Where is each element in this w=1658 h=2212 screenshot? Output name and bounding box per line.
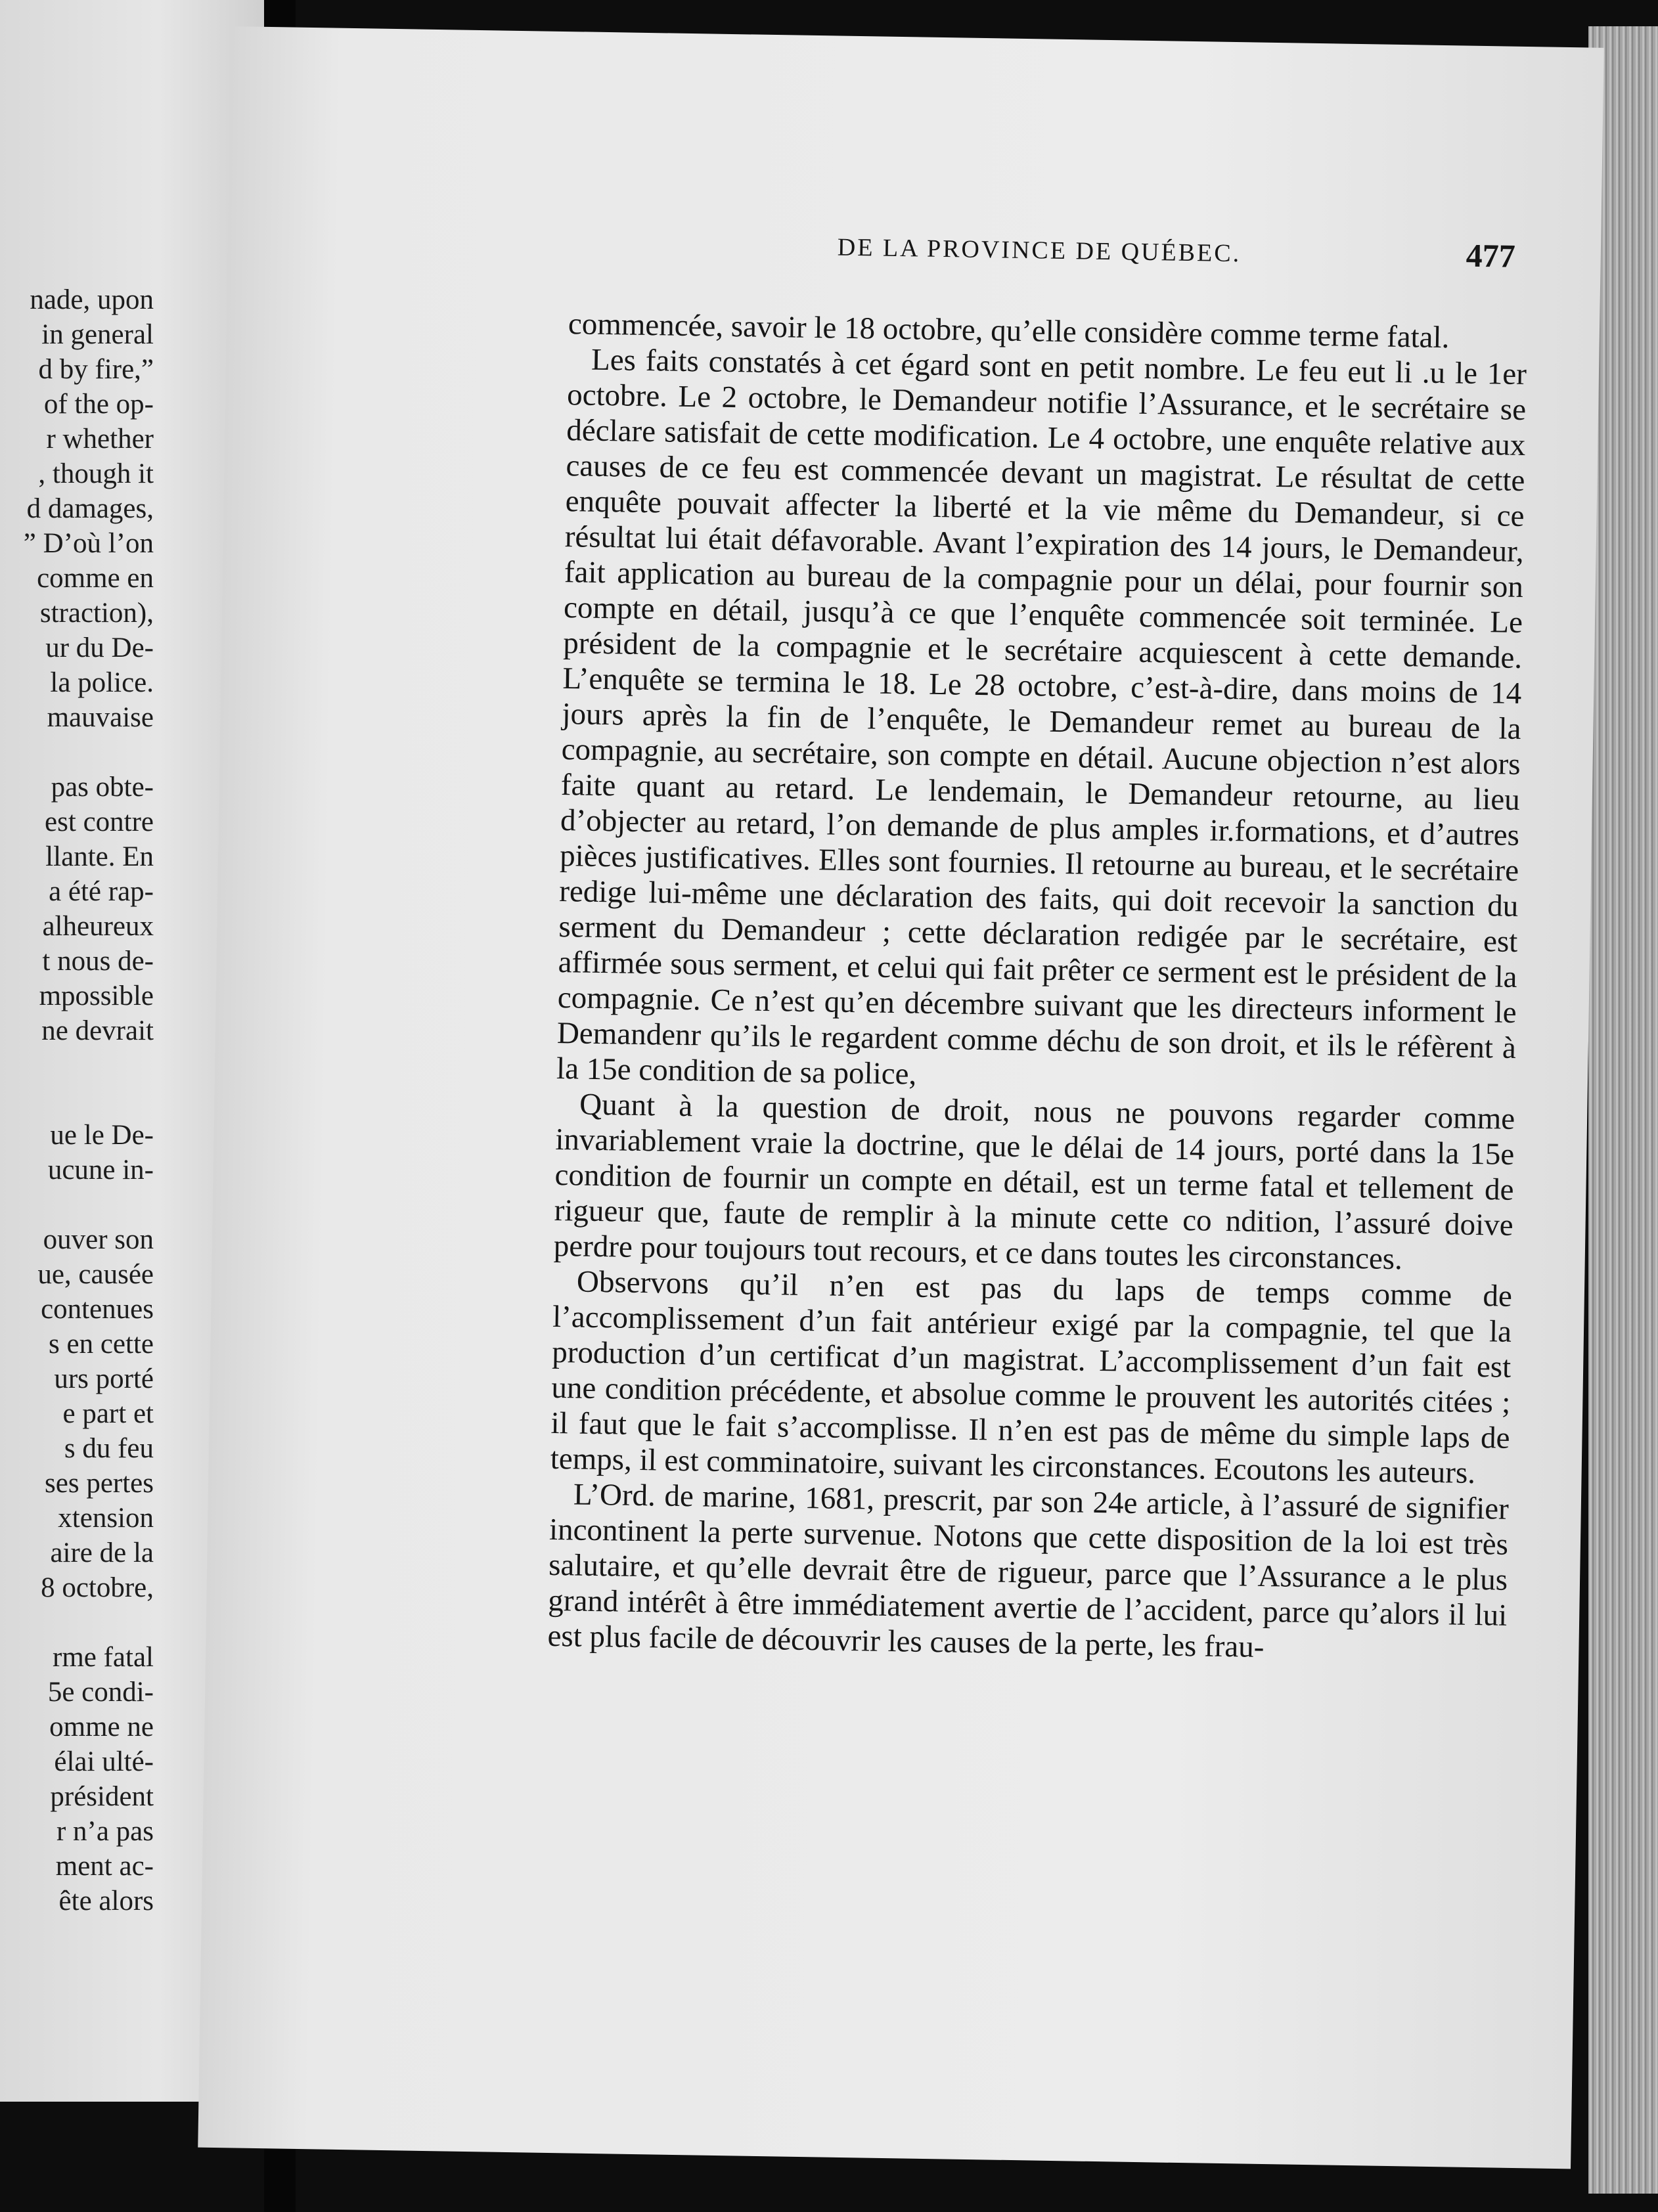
previous-page-text: [0, 282, 154, 1918]
previous-page-line: la police.: [50, 667, 154, 698]
previous-page-line: r whether: [46, 424, 154, 454]
previous-page-line: [0, 735, 154, 770]
previous-page-line: of the op-: [43, 389, 154, 420]
previous-page-line: d damages,: [26, 493, 154, 524]
previous-page-line: urs porté: [54, 1363, 154, 1394]
previous-page-line: ne devrait: [41, 1015, 154, 1046]
previous-page-line: ue le De-: [50, 1120, 154, 1151]
previous-page-line: [0, 1048, 154, 1083]
previous-page-line: , though it: [38, 458, 154, 489]
page-number: 477: [1466, 236, 1516, 275]
previous-page-line: alheureux: [42, 911, 154, 942]
previous-page-line: llante. En: [45, 841, 154, 872]
previous-page-line: ” D’où l’on: [23, 528, 154, 559]
previous-page-line: ue, causée: [37, 1259, 154, 1290]
previous-page-line: président: [50, 1781, 154, 1812]
previous-page-line: r n’a pas: [56, 1816, 154, 1847]
previous-page-line: 8 octobre,: [41, 1572, 154, 1603]
previous-page-line: est contre: [45, 807, 154, 837]
previous-page-line: ête alors: [58, 1886, 154, 1916]
paragraph: L’Ord. de marine, 1681, prescrit, par son 24e article, à l’assuré de signifier incontinent la perte survenue. Notons que cette disposition de la loi est très salutaire, et qu’elle devrait être de rigueur, parce que l’Assurance a le plus grand intérêt à être immédiatement avertie de l’accident, parce qu’alors il lui est plus facile de découvrir les causes de la perte, les frau-: [547, 1477, 1510, 1664]
previous-page-line: omme ne: [49, 1712, 154, 1742]
previous-page-line: ur du De-: [45, 632, 154, 663]
previous-page-line: mauvaise: [47, 702, 154, 733]
previous-page-line: ment ac-: [55, 1851, 154, 1882]
previous-page-line: [0, 1187, 154, 1222]
previous-page-line: comme en: [37, 563, 154, 594]
previous-page-line: [0, 1605, 154, 1640]
previous-page-line: xtension: [58, 1503, 154, 1534]
previous-page-line: élai ulté-: [54, 1746, 154, 1777]
previous-page-line: contenues: [41, 1294, 154, 1325]
previous-page-line: straction),: [39, 598, 154, 629]
previous-page-line: s du feu: [64, 1433, 154, 1464]
previous-page-line: e part et: [62, 1398, 154, 1429]
previous-page-line: pas obte-: [51, 772, 154, 803]
previous-page-line: a été rap-: [49, 876, 154, 907]
previous-page-line: t nous de-: [42, 946, 154, 977]
previous-page-line: [0, 1083, 154, 1118]
paragraph: Observons qu’il n’en est pas du laps de temps comme de l’accomplissement d’un fait antérieur exigé par la compagnie, tel que la production d’un certificat d’un magistrat. L’accomplissement d’un fait est une condition précédente, et absolue comme le prouvent les autorités citées ; il faut que le fait s’accomplisse. Il n’en est pas de même du simple laps de temps, il est comminatoire, suivant les circonstances. Ecoutons les auteurs.: [550, 1264, 1513, 1491]
previous-page-line: rme fatal: [53, 1642, 154, 1673]
paragraph: Les faits constatés à cet égard sont en petit nombre. Le feu eut li .u le 1er octobre. Le 2 octobre, le Demandeur notifie l’Assurance, et le secrétaire se déclare satisfait de cette modification. Le 4 octobre, une enquête relative aux causes de ce feu est commencée devant un magistrat. Le résultat de cette enquête pouvait affecter la liberté et la vie même du Demandeur, si ce résultat lui était défavorable. Avant l’expiration des 14 jours, le Demandeur, fait application au bureau de la compagnie pour un délai, pour fournir son compte en détail, jusqu’à ce que l’enquête commencée soit terminée. Le président de la compagnie et le secrétaire acquiescent à cette demande. L’enquête se termina le 18. Le 28 octobre, c’est-à-dire, dans moins de 14 jours après la fin de l’enquête, le Demandeur remet au bureau de la compagnie, au secrétaire, son compte en détail. Aucune objection n’est alors faite quant au retard. Le lendemain, le Demandeur retourne, au lieu d’objecter au retard, l’on demande de plus amples ir.formations, et d’autres pièces justificatives. Elles sont fournies. Il retourne au bureau, et le secrétaire redige lui-même une déclaration des faits, qui doit recevoir la sanction du serment du Demandeur ; cette déclaration redigée par le secrétaire, est affirmée sous serment, et celui qui fait prêter ce serment est le président de la compagnie. Ce n’est qu’en décembre suivant que les directeurs informent le Demandenr qu’ils le regardent comme déchu de son droit, et ils le réfèrent à la 15e condition de sa police,: [556, 342, 1527, 1092]
previous-page-line: ses pertes: [45, 1468, 154, 1499]
previous-page-line: in general: [41, 319, 154, 350]
previous-page-line: ucune in-: [47, 1155, 154, 1185]
body-text: [547, 306, 1527, 1669]
previous-page-line: ouver son: [43, 1224, 154, 1255]
page-header: [595, 229, 1515, 296]
previous-page-line: nade, upon: [30, 284, 154, 315]
previous-page-line: 5e condi-: [47, 1677, 154, 1708]
paragraph: commencée, savoir le 18 octobre, qu’elle considère comme terme fatal.: [568, 307, 1450, 355]
running-head: DE LA PROVINCE DE QUÉBEC.: [837, 233, 1242, 268]
paragraph: Quant à la question de droit, nous ne pouvons regarder comme invariablement vraie la doctrine, que le délai de 14 jours, porté dans la 15e condition de fournir un compte en détail, est un terme fatal et tellement de rigueur que, faute de remplir à la minute cette co ndition, l’assuré doive perdre pour toujours tout recours, et ce dans toutes les circonstances.: [553, 1087, 1515, 1277]
previous-page-line: s en cette: [49, 1329, 154, 1360]
previous-page-line: mpossible: [39, 981, 154, 1011]
previous-page-line: d by fire,”: [38, 354, 154, 385]
previous-page-line: aire de la: [50, 1537, 154, 1568]
page: [198, 26, 1603, 2169]
